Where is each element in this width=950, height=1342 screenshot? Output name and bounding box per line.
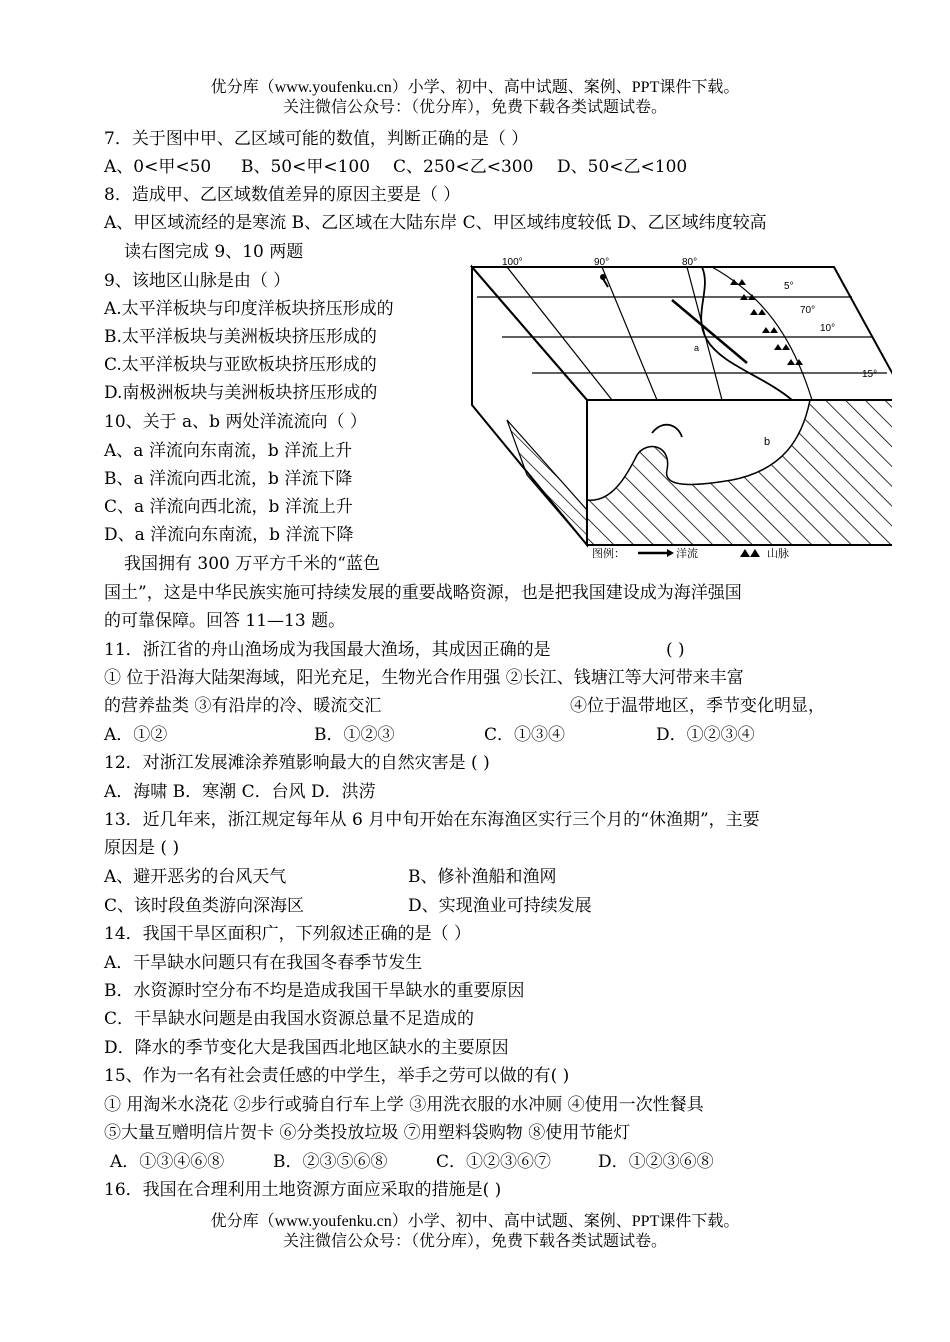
header-line-1: 优分库（www.youfenku.cn）小学、初中、高中试题、案例、PPT课件下载。 — [210, 79, 740, 96]
q9-option-d: D.南极洲板块与美洲板块挤压形成的 — [104, 383, 378, 403]
q10-option-d: D、a 洋流向东南流，b 洋流下降 — [104, 525, 354, 545]
q15-line-2: ⑤大量互赠明信片贺卡 ⑥分类投放垃圾 ⑦用塑料袋购物 ⑧使用节能灯 — [104, 1123, 631, 1143]
q15-option-a: A．①③④⑥⑧ — [110, 1152, 225, 1172]
label-lon-80: 80° — [682, 257, 698, 268]
q12-stem: 12．对浙江发展滩涂养殖影响最大的自然灾害是 ( ) — [104, 753, 490, 773]
q15-options — [110, 1151, 714, 1173]
q13-stem-1: 13．近几年来，浙江规定每年从 6 月中旬开始在东海渔区实行三个月的“休渔期”，主要 — [104, 810, 760, 830]
q11-line-2 — [104, 695, 825, 717]
q14-option-c: C．干旱缺水问题是由我国水资源总量不足造成的 — [104, 1009, 475, 1029]
q15-option-b: B．②③⑤⑥⑧ — [273, 1152, 388, 1172]
header-line-2: 关注微信公众号：（优分库），免费下载各类试题试卷。 — [282, 99, 667, 116]
q10-option-c: C、a 洋流向西北流，b 洋流上升 — [104, 497, 353, 517]
q14-option-d: D．降水的季节变化大是我国西北地区缺水的主要原因 — [104, 1038, 509, 1058]
q11-line-2a: 的营养盐类 ③有沿岸的冷、暖流交汇 — [104, 696, 382, 716]
q7-options — [104, 156, 687, 178]
q12-options: A．海啸 B．寒潮 C．台风 D．洪涝 — [104, 782, 376, 802]
footer-line-2: 关注微信公众号：（优分库），免费下载各类试题试卷。 — [282, 1233, 667, 1250]
q7-option-c: C、250<乙<300 — [393, 157, 534, 177]
label-lat-15: 15° — [862, 369, 878, 380]
q7-stem: 7．关于图中甲、乙区域可能的数值，判断正确的是（ ） — [104, 129, 529, 149]
q11-stem — [104, 639, 685, 661]
label-lon-90: 90° — [594, 257, 610, 268]
q16-stem: 16．我国在合理利用土地资源方面应采取的措施是( ) — [104, 1180, 502, 1200]
q8-options: A、甲区域流经的是寒流 B、乙区域在大陆东岸 C、甲区域纬度较低 D、乙区域纬度较高 — [104, 213, 767, 233]
label-lat-5: 5° — [784, 281, 794, 292]
footer-line-1: 优分库（www.youfenku.cn）小学、初中、高中试题、案例、PPT课件下载。 — [210, 1213, 740, 1230]
q15-stem: 15、作为一名有社会责任感的中学生，举手之劳可以做的有( ) — [104, 1066, 570, 1086]
intro-11-13-part2: 国土”，这是中华民族实施可持续发展的重要战略资源，也是把我国建设成为海洋强国 — [104, 583, 742, 603]
q10-stem: 10、关于 a、b 两处洋流流向（ ） — [104, 412, 367, 432]
q11-option-d: D．①②③④ — [656, 725, 755, 745]
legend-current: 洋流 — [676, 547, 698, 560]
q9-stem: 9、该地区山脉是由（ ） — [104, 271, 291, 291]
q14-option-b: B．水资源时空分布不均是造成我国干旱缺水的重要原因 — [104, 981, 525, 1001]
q9-option-c: C.太平洋板块与亚欧板块挤压形成的 — [104, 355, 377, 375]
legend-mountain-symbol — [740, 549, 760, 557]
q13-option-c: C、该时段鱼类游向深海区 — [104, 896, 305, 916]
q11-stem-text: 11．浙江省的舟山渔场成为我国最大渔场，其成因正确的是 — [104, 640, 551, 660]
q11-line-2b: ④位于温带地区，季节变化明显， — [570, 696, 825, 716]
label-lon-70: 70° — [800, 305, 816, 316]
q11-option-c: C．①③④ — [484, 725, 566, 745]
q15-line-1: ① 用淘米水浇花 ②步行或骑自行车上学 ③用洗衣服的水冲厕 ④使用一次性餐具 — [104, 1095, 704, 1115]
q7-option-b: B、50<甲<100 — [241, 157, 371, 177]
legend-prefix: 图例： — [592, 547, 625, 560]
legend-mountain: 山脉 — [767, 547, 789, 560]
q13-option-a: A、避开恶劣的台风天气 — [104, 867, 287, 887]
q13-option-d: D、实现渔业可持续发展 — [408, 896, 592, 916]
q7-option-d: D、50<乙<100 — [557, 157, 688, 177]
q13-options-row-1 — [104, 866, 557, 888]
q11-option-a: A．①② — [104, 725, 168, 745]
block-diagram-figure — [462, 255, 892, 565]
q15-option-d: D．①②③⑥⑧ — [598, 1152, 714, 1172]
q11-paren: ( ) — [666, 640, 685, 660]
q14-stem: 14．我国干旱区面积广，下列叙述正确的是（ ） — [104, 924, 472, 944]
label-lat-10: 10° — [820, 323, 836, 334]
q15-option-c: C．①②③⑥⑦ — [436, 1152, 552, 1172]
q14-option-a: A．干旱缺水问题只有在我国冬春季节发生 — [104, 953, 423, 973]
label-lon-100: 100° — [502, 257, 523, 268]
q11-options — [104, 724, 755, 746]
q13-options-row-2 — [104, 895, 592, 917]
q10-option-a: A、a 洋流向东南流，b 洋流上升 — [104, 441, 353, 461]
q9-option-a: A.太平洋板块与印度洋板块挤压形成的 — [104, 299, 394, 319]
q7-option-a: A、0<甲<50 — [104, 157, 212, 177]
label-b: b — [764, 436, 771, 448]
q13-option-b: B、修补渔船和渔网 — [408, 867, 557, 887]
q10-option-b: B、a 洋流向西北流，b 洋流下降 — [104, 469, 353, 489]
q11-line-1: ① 位于沿海大陆架海域，阳光充足，生物光合作用强 ②长江、钱塘江等大河带来丰富 — [104, 668, 744, 688]
q13-stem-2: 原因是 ( ) — [104, 838, 180, 858]
q11-option-b: B．①②③ — [314, 725, 395, 745]
intro-11-13-part1: 我国拥有 300 万平方千米的“蓝色 — [124, 554, 380, 574]
q8-stem: 8．造成甲、乙区域数值差异的原因主要是（ ） — [104, 185, 461, 205]
q9-option-b: B.太平洋板块与美洲板块挤压形成的 — [104, 327, 377, 347]
label-a: a — [694, 343, 700, 353]
intro-11-13-part3: 的可靠保障。回答 11—13 题。 — [104, 611, 346, 631]
intro-9-10: 读右图完成 9、10 两题 — [124, 242, 304, 262]
